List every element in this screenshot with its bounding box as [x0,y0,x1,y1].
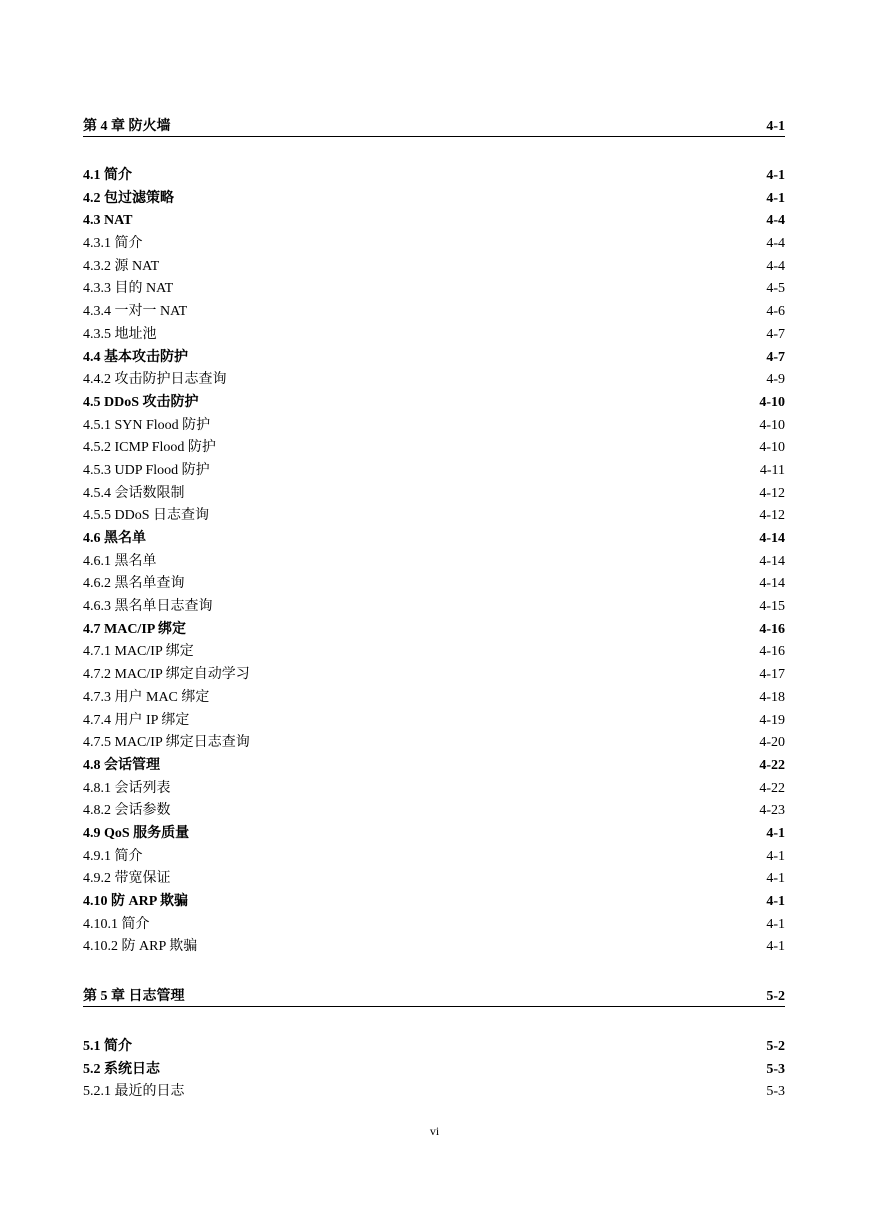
toc-entry[interactable] [83,823,785,846]
toc-entry-title: 4.10 防 ARP 欺骗 [83,894,188,909]
toc-entry[interactable] [83,800,785,823]
toc-entry-title: 4.7.1 MAC/IP 绑定 [83,644,194,660]
toc-entry[interactable] [83,369,785,392]
toc-entry-title: 4.3.4 一对一 NAT [83,304,188,320]
toc-entry-title: 4.7.4 用户 IP 绑定 [83,712,190,728]
toc-entry[interactable] [83,165,785,188]
chapter-heading[interactable] [83,117,785,137]
toc-entry[interactable] [83,619,785,642]
toc-entry-page: 4-1 [766,894,785,909]
toc-entry[interactable] [83,188,785,211]
toc-entry[interactable] [83,573,785,596]
toc-entry-title: 4.10.1 简介 [83,916,150,932]
toc-entry-title: 5.2 系统日志 [83,1061,160,1077]
toc-entry[interactable] [83,210,785,233]
chapter-4-entries [83,165,785,959]
toc-entry[interactable] [83,233,785,256]
toc-entry[interactable] [83,868,785,891]
toc-entry[interactable] [83,347,785,370]
toc-entry-page: 4-10 [759,394,785,410]
toc-entry-page: 4-18 [759,689,785,705]
chapter-title: 第 5 章 日志管理 [83,989,185,1004]
toc-entry-page: 4-14 [759,576,785,592]
toc-entry-page: 4-12 [759,485,785,501]
toc-entry-title: 4.3.5 地址池 [83,326,157,342]
toc-entry-title: 4.8.1 会话列表 [83,780,171,796]
toc-entry-title: 4.8 会话管理 [83,757,160,773]
toc-entry-page: 4-12 [759,508,785,524]
toc-entry[interactable] [83,687,785,710]
toc-entry-title: 4.6.3 黑名单日志查询 [83,599,213,615]
toc-entry-title: 4.6 黑名单 [83,531,146,546]
chapter-5-entries [83,1036,785,1104]
toc-entry-page: 4-14 [759,553,785,569]
chapter-5-block [83,987,785,1007]
toc-entry-page: 4-1 [766,871,785,887]
toc-entry-title: 4.6.1 黑名单 [83,553,157,569]
toc-entry-page: 4-6 [766,304,785,320]
toc-entry-title: 4.9.1 简介 [83,848,143,864]
toc-entry-title: 4.9 QoS 服务质量 [83,825,190,841]
toc-entry[interactable] [83,664,785,687]
toc-entry-title: 4.4.2 攻击防护日志查询 [83,372,227,388]
toc-entry[interactable] [83,936,785,959]
toc-entry[interactable] [83,415,785,438]
toc-entry[interactable] [83,392,785,415]
toc-entry-title: 4.7.5 MAC/IP 绑定日志查询 [83,735,250,751]
toc-entry-title: 4.8.2 会话参数 [83,803,171,819]
toc-entry-page: 4-1 [766,939,785,955]
toc-entry-page: 4-14 [759,531,785,546]
toc-entry[interactable] [83,778,785,801]
toc-entry-page: 4-4 [766,213,785,229]
chapter-heading[interactable] [83,987,785,1007]
toc-entry-page: 4-7 [766,326,785,342]
page-number: vi [429,1124,440,1138]
toc-entry[interactable] [83,483,785,506]
toc-entry-page: 5-2 [766,1039,785,1054]
toc-entry-page: 4-4 [766,236,785,252]
toc-entry-page: 4-17 [759,667,785,683]
toc-entry-page: 4-15 [759,599,785,615]
toc-entry-page: 4-5 [766,281,785,297]
toc-entry-title: 4.4 基本攻击防护 [83,349,188,365]
toc-entry[interactable] [83,914,785,937]
toc-entry-title: 4.5.4 会话数限制 [83,485,185,501]
toc-entry[interactable] [83,891,785,914]
chapter-page: 5-2 [766,989,785,1004]
toc-entry-title: 4.1 简介 [83,168,132,183]
toc-entry[interactable] [83,732,785,755]
toc-entry[interactable] [83,1081,785,1104]
chapter-4-block [83,117,785,137]
chapter-title: 第 4 章 防火墙 [83,119,171,134]
toc-entry-page: 4-22 [759,780,785,796]
toc-entry-title: 4.5.2 ICMP Flood 防护 [83,440,216,456]
toc-entry-title: 4.3 NAT [83,213,133,229]
toc-entry[interactable] [83,710,785,733]
toc-entry-page: 4-16 [759,621,785,637]
toc-entry-page: 4-1 [766,168,785,183]
toc-entry-page: 4-10 [759,417,785,433]
toc-entry[interactable] [83,755,785,778]
toc-entry[interactable] [83,301,785,324]
toc-entry[interactable] [83,528,785,551]
toc-entry-title: 4.3.3 目的 NAT [83,281,174,297]
toc-entry-title: 4.3.2 源 NAT [83,258,160,274]
toc-entry[interactable] [83,256,785,279]
toc-entry-title: 4.7.2 MAC/IP 绑定自动学习 [83,667,250,683]
toc-entry-page: 4-1 [766,848,785,864]
toc-entry-title: 4.5.3 UDP Flood 防护 [83,462,210,478]
toc-entry[interactable] [83,596,785,619]
toc-entry-page: 4-20 [759,735,785,751]
toc-entry-page: 4-1 [766,825,785,841]
toc-entry-page: 4-4 [766,258,785,274]
toc-entry-page: 4-1 [766,190,785,206]
toc-entry-title: 4.2 包过滤策略 [83,190,174,206]
toc-entry-title: 4.7 MAC/IP 绑定 [83,621,187,637]
toc-entry[interactable] [83,1059,785,1082]
toc-entry-title: 4.10.2 防 ARP 欺骗 [83,939,198,955]
toc-entry-page: 5-3 [766,1084,785,1100]
toc-entry-title: 4.3.1 简介 [83,236,143,252]
toc-entry[interactable] [83,551,785,574]
toc-entry-title: 4.7.3 用户 MAC 绑定 [83,689,210,705]
toc-entry-page: 4-9 [766,372,785,388]
toc-entry-page: 4-19 [759,712,785,728]
toc-entry[interactable] [83,641,785,664]
toc-entry-page: 4-16 [759,644,785,660]
toc-entry-page: 4-22 [759,757,785,773]
toc-entry[interactable] [83,437,785,460]
toc-entry-title: 4.9.2 带宽保证 [83,871,171,887]
chapter-page: 4-1 [766,119,785,134]
toc-entry-title: 5.1 简介 [83,1039,132,1054]
toc-entry[interactable] [83,1036,785,1059]
toc-entry-page: 4-23 [759,803,785,819]
toc-entry-title: 4.5 DDoS 攻击防护 [83,394,199,410]
toc-entry-page: 4-11 [759,462,785,478]
toc-entry-title: 4.5.5 DDoS 日志查询 [83,508,210,524]
toc-entry[interactable] [83,505,785,528]
toc-entry-page: 4-10 [759,440,785,456]
toc-entry[interactable] [83,846,785,869]
toc-entry[interactable] [83,460,785,483]
toc-entry-title: 4.6.2 黑名单查询 [83,576,185,592]
toc-entry[interactable] [83,278,785,301]
toc-entry[interactable] [83,324,785,347]
toc-entry-page: 4-7 [766,349,785,365]
toc-entry-title: 4.5.1 SYN Flood 防护 [83,417,211,433]
toc-entry-title: 5.2.1 最近的日志 [83,1084,185,1100]
toc-entry-page: 5-3 [766,1061,785,1077]
toc-entry-page: 4-1 [766,916,785,932]
